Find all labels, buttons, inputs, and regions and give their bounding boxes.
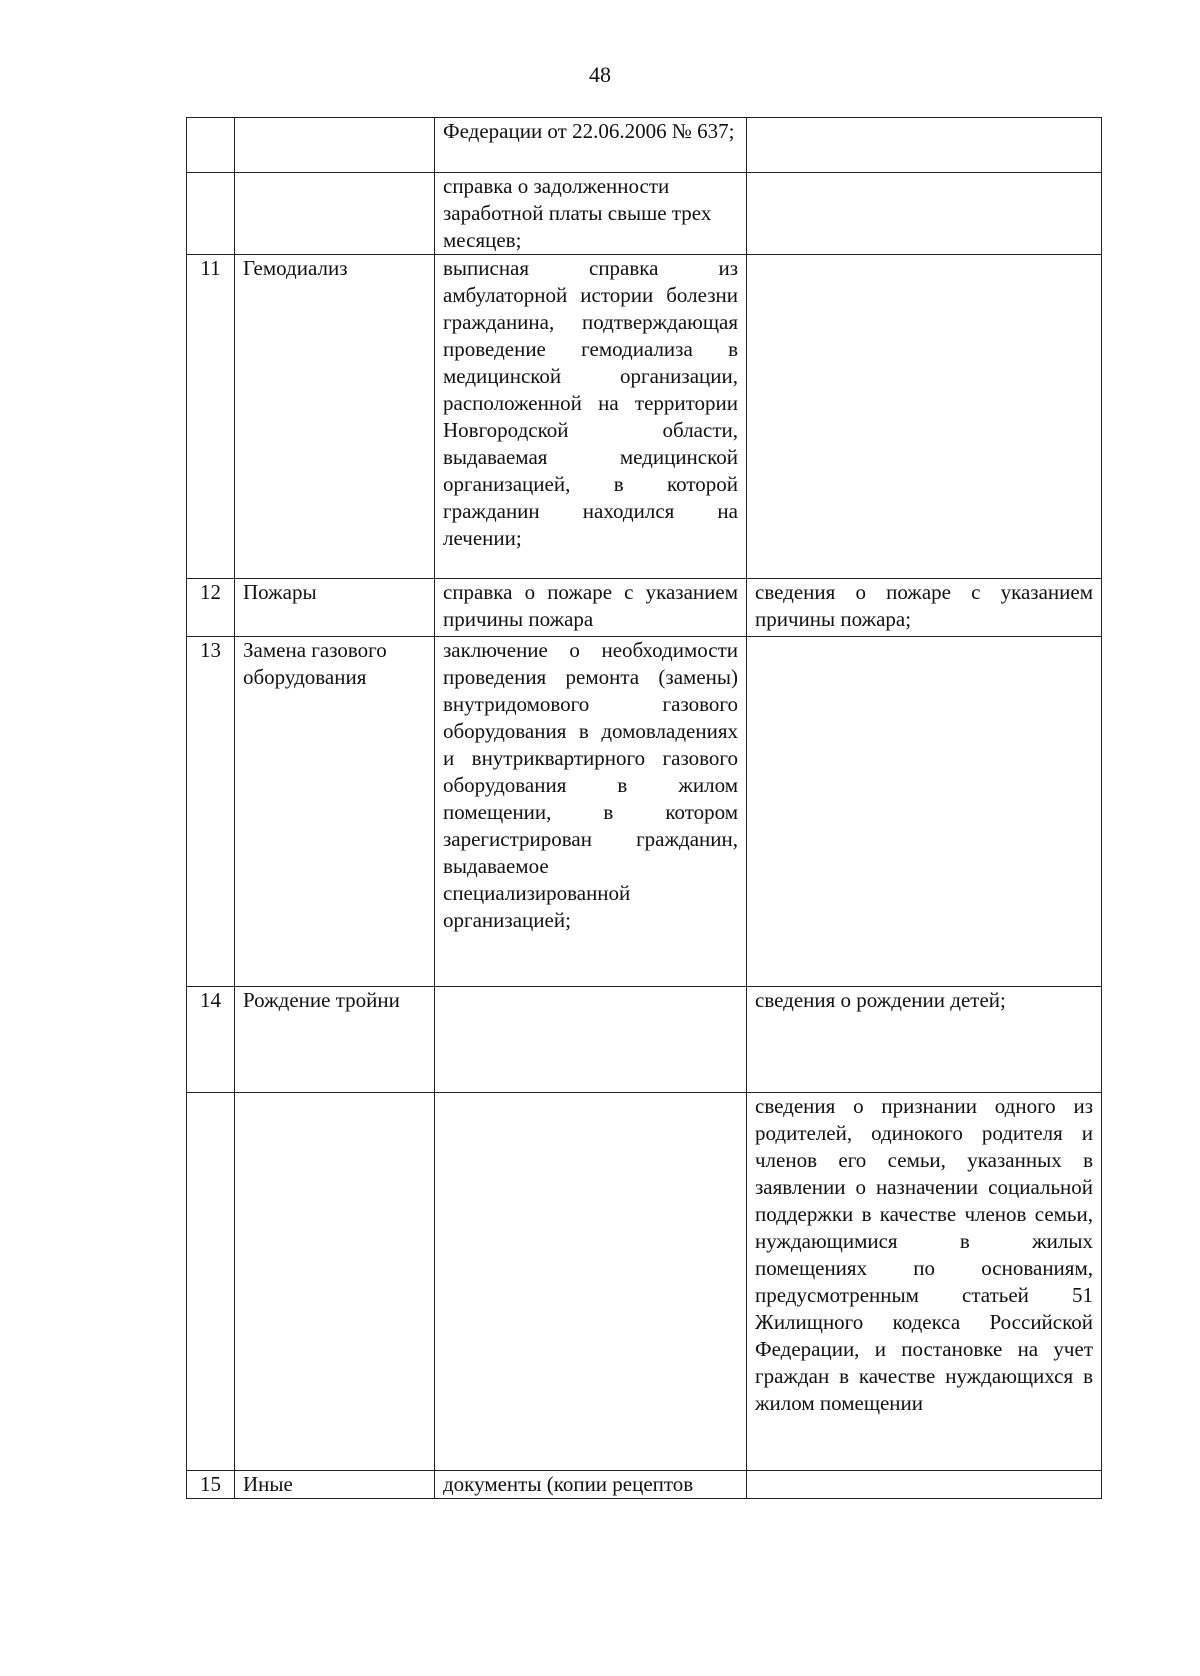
row-number: 13 (187, 637, 235, 987)
row-documents: справка о задолженности заработной платы свыше трех месяцев; (435, 173, 747, 255)
row-number (187, 1093, 235, 1471)
row-number: 15 (187, 1471, 235, 1499)
row-number: 14 (187, 987, 235, 1093)
row-documents: выписная справка из амбулаторной истории болезни гражданина, подтверждающая проведение гемодиализа в медицинской организации, расположенной на территории Новгородской области, выдаваемая медицинской организацией, в которой гражданин находился на лечении; (435, 255, 747, 579)
row-condition: Иные (235, 1471, 435, 1499)
table-row (187, 255, 1102, 579)
row-info (747, 1471, 1102, 1499)
row-info (747, 637, 1102, 987)
row-number (187, 118, 235, 173)
row-documents: заключение о необходимости проведения ремонта (замены) внутридомового газового оборудования в домовладениях и внутриквартирного газового оборудования в жилом помещении, в котором зарегистрирован гражданин, выдаваемое специализированной организацией; (435, 637, 747, 987)
row-info: сведения о пожаре с указанием причины пожара; (747, 579, 1102, 637)
row-condition: Рождение тройни (235, 987, 435, 1093)
row-info: сведения о рождении детей; (747, 987, 1102, 1093)
row-condition (235, 118, 435, 173)
row-condition (235, 173, 435, 255)
row-documents: документы (копии рецептов (435, 1471, 747, 1499)
table-row (187, 987, 1102, 1093)
table-row (187, 173, 1102, 255)
row-documents: справка о пожаре с указанием причины пожара (435, 579, 747, 637)
row-info (747, 173, 1102, 255)
row-info (747, 255, 1102, 579)
row-documents (435, 987, 747, 1093)
table-row (187, 1093, 1102, 1471)
row-number: 12 (187, 579, 235, 637)
documents-table (186, 117, 1102, 1499)
row-info (747, 118, 1102, 173)
page-number: 48 (589, 62, 611, 87)
table-row (187, 1471, 1102, 1499)
row-condition: Замена газового оборудования (235, 637, 435, 987)
row-documents: Федерации от 22.06.2006 № 637; (435, 118, 747, 173)
row-condition: Пожары (235, 579, 435, 637)
table-row (187, 579, 1102, 637)
row-number (187, 173, 235, 255)
table-row (187, 118, 1102, 173)
row-documents (435, 1093, 747, 1471)
row-condition: Гемодиализ (235, 255, 435, 579)
row-condition (235, 1093, 435, 1471)
row-info: сведения о признании одного из родителей, одинокого родителя и членов его семьи, указанных в заявлении о назначении социальной поддержки в качестве членов семьи, нуждающимися в жилых помещениях по основаниям, предусмотренным статьей 51 Жилищного кодекса Российской Федерации, и постановке на учет граждан в качестве нуждающихся в жилом помещении (747, 1093, 1102, 1471)
table-row (187, 637, 1102, 987)
row-number: 11 (187, 255, 235, 579)
